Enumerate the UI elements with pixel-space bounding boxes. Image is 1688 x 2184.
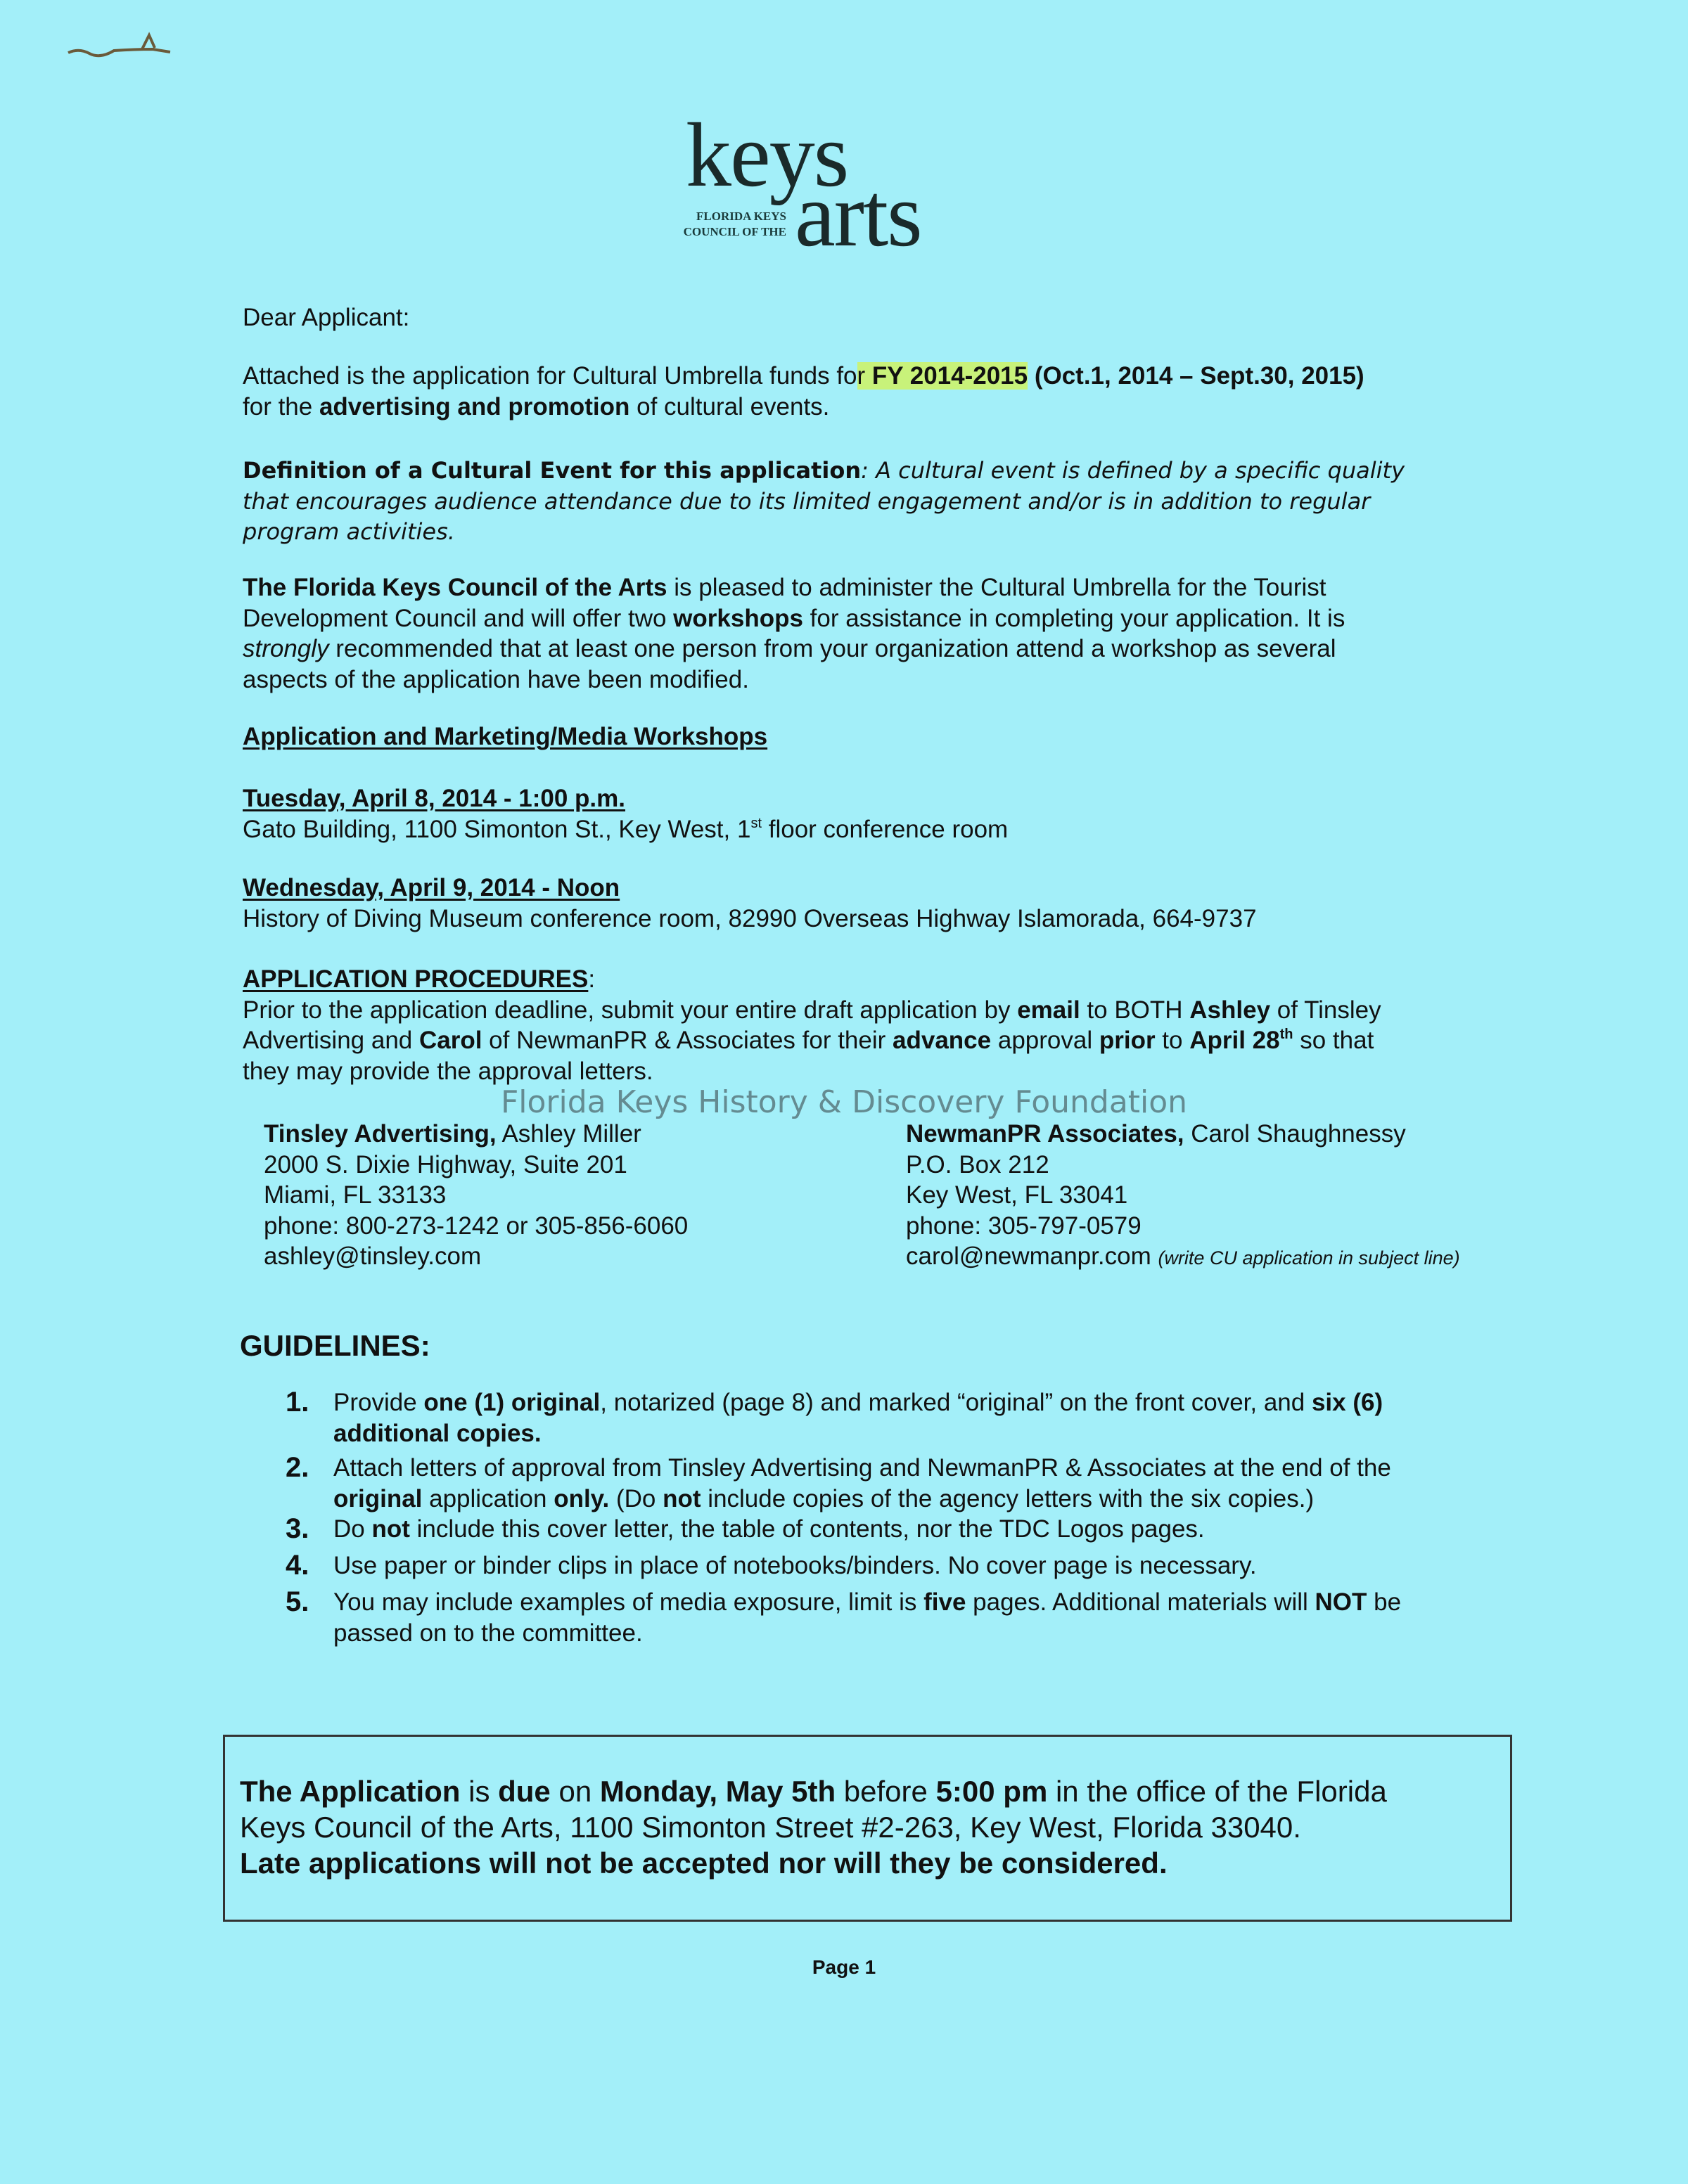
text-line — [333, 1514, 1205, 1545]
text-run: recommended that at least one person from your organization attend a workshop as several — [328, 635, 1336, 662]
definition-paragraph — [243, 456, 1405, 548]
text-run: ashley@tinsley.com — [264, 1242, 482, 1270]
text-line — [240, 1773, 1387, 1809]
text-line — [243, 634, 1345, 664]
text-run: Dear Applicant: — [243, 304, 410, 331]
text-run: on — [550, 1775, 600, 1808]
text-run: strongly — [243, 635, 329, 662]
text-run: You may include examples of media exposure, limit is — [333, 1588, 924, 1616]
text-run: 5:00 pm — [935, 1775, 1048, 1808]
text-run: not — [371, 1515, 410, 1543]
text-line — [333, 1418, 1383, 1449]
text-line — [243, 995, 1381, 1026]
logo-line1: FLORIDA KEYS — [696, 210, 786, 223]
text-run: History of Diving Museum conference room, 82990 Overseas Highway Islamorada, 664-9737 — [243, 904, 1257, 932]
text-run: for the — [243, 392, 319, 420]
guideline-item — [333, 1550, 1257, 1581]
council-paragraph — [243, 572, 1345, 695]
logo-subtitle — [684, 209, 786, 240]
text-run: one (1) original — [423, 1389, 601, 1416]
text-line — [333, 1484, 1391, 1515]
text-run: five — [923, 1588, 966, 1616]
text-run: advertising and promotion — [319, 392, 630, 420]
text-run: FY 2014-2015 — [871, 362, 1028, 390]
text-run: Do — [333, 1515, 372, 1543]
text-line — [264, 1180, 688, 1211]
guideline-item — [333, 1387, 1383, 1448]
guideline-item — [333, 1514, 1205, 1545]
text-run: r — [857, 362, 872, 390]
text-line — [240, 1845, 1387, 1881]
text-run: Carol — [418, 1027, 482, 1054]
text-run: prior — [1099, 1027, 1156, 1054]
contact-tinsley — [264, 1119, 688, 1272]
text-line — [333, 1618, 1401, 1649]
text-run: of cultural events. — [629, 392, 830, 420]
text-run: workshops — [673, 604, 803, 632]
text-line — [906, 1211, 1460, 1242]
text-run: Application and Marketing/Media Workshops — [243, 723, 768, 750]
text-run: to BOTH — [1080, 996, 1190, 1024]
text-line — [243, 603, 1345, 634]
text-line — [264, 1150, 688, 1181]
text-run: Attach letters of approval from Tinsley Advertising and NewmanPR & Associates at the end of the — [333, 1454, 1391, 1482]
guideline-number: 1. — [286, 1387, 309, 1418]
handwritten-mark — [65, 28, 184, 60]
text-line — [240, 1809, 1387, 1845]
text-line — [240, 1330, 430, 1361]
text-run: so that — [1293, 1027, 1374, 1054]
text-run: Page 1 — [812, 1956, 876, 1978]
logo-arts: arts — [795, 165, 921, 266]
text-line — [243, 783, 1008, 814]
workshops-heading — [243, 721, 767, 752]
text-run: Advertising and — [243, 1027, 419, 1054]
page-number — [0, 1952, 1688, 1983]
text-run: advance — [893, 1027, 992, 1054]
text-run: floor conference room — [762, 815, 1009, 843]
text-run: Late applications will not be accepted nor will they be considered. — [240, 1846, 1168, 1880]
text-run: application — [422, 1484, 554, 1512]
text-run: , notarized (page 8) and marked “original” on the front cover, and — [600, 1389, 1312, 1416]
text-line — [243, 456, 1405, 487]
text-run: Monday, May 5th — [599, 1775, 836, 1808]
intro-paragraph — [243, 361, 1364, 422]
text-run: not — [663, 1484, 701, 1512]
text-run: carol@newmanpr.com — [906, 1242, 1158, 1270]
text-run: April 28 — [1189, 1027, 1280, 1054]
watermark: Florida Keys History & Discovery Foundation — [500, 1084, 1188, 1120]
text-run: only. — [554, 1484, 610, 1512]
text-run: additional copies. — [333, 1419, 542, 1447]
text-line — [333, 1453, 1391, 1484]
text-run: Tuesday, April 8, 2014 - 1:00 p.m. — [243, 785, 626, 812]
text-run: The Florida Keys Council of the Arts — [243, 574, 667, 601]
deadline-notice — [240, 1773, 1387, 1881]
text-run: Wednesday, April 9, 2014 - Noon — [243, 874, 620, 901]
guideline-number: 5. — [286, 1586, 309, 1617]
text-line — [243, 1025, 1381, 1056]
application-procedures — [243, 964, 1381, 1086]
text-run: Key West, FL 33041 — [906, 1181, 1128, 1209]
text-run: to — [1155, 1027, 1190, 1054]
text-line — [264, 1241, 688, 1272]
text-run: Keys Council of the Arts, 1100 Simonton Street #2-263, Key West, Florida 33040. — [240, 1811, 1301, 1844]
text-run: is — [460, 1775, 499, 1808]
text-line — [243, 964, 1381, 995]
guideline-item — [333, 1587, 1401, 1648]
text-run: original — [333, 1484, 423, 1512]
text-run: Development Council and will offer two — [243, 604, 674, 632]
workshop-wednesday — [243, 873, 1257, 934]
text-line — [243, 392, 1364, 423]
guidelines-title — [240, 1330, 430, 1361]
text-run: 2000 S. Dixie Highway, Suite 201 — [264, 1150, 627, 1178]
text-run: Gato Building, 1100 Simonton St., Key West, 1 — [243, 815, 751, 843]
text-run: th — [1279, 1027, 1293, 1042]
text-run: pages. Additional materials will — [966, 1588, 1315, 1616]
text-run: Use paper or binder clips in place of notebooks/binders. No cover page is necessary. — [333, 1552, 1257, 1579]
text-line — [906, 1119, 1460, 1150]
text-run: in the office of the Florida — [1047, 1775, 1387, 1808]
text-line — [264, 1211, 688, 1242]
text-run: approval — [991, 1027, 1099, 1054]
text-run: Ashley Miller — [496, 1120, 641, 1148]
text-run: Ashley — [1189, 996, 1271, 1024]
text-run: aspects of the application have been modified. — [243, 665, 749, 693]
guideline-number: 2. — [286, 1452, 309, 1483]
text-run: (write CU application in subject line) — [1158, 1247, 1460, 1268]
text-line — [243, 721, 767, 752]
text-run: Carol Shaughnessy — [1184, 1120, 1406, 1148]
text-run: program activities. — [243, 518, 455, 545]
text-line — [243, 904, 1257, 934]
text-line — [243, 873, 1257, 904]
text-run: phone: 800-273-1242 or 305-856-6060 — [264, 1212, 689, 1240]
text-run: : — [588, 965, 596, 993]
text-run: six (6) — [1311, 1389, 1383, 1416]
text-line — [906, 1180, 1460, 1211]
text-run: of Tinsley — [1270, 996, 1381, 1024]
text-run: Definition of a Cultural Event for this application — [243, 457, 862, 484]
text-line — [333, 1387, 1383, 1418]
text-run: NewmanPR Associates, — [906, 1120, 1184, 1148]
text-run: of NewmanPR & Associates for their — [482, 1027, 893, 1054]
text-run: before — [836, 1775, 936, 1808]
text-line — [243, 517, 1405, 548]
text-line — [243, 664, 1345, 695]
guideline-item — [333, 1453, 1391, 1514]
text-line — [243, 1056, 1381, 1087]
guideline-number: 3. — [286, 1513, 309, 1544]
text-line — [243, 572, 1345, 603]
workshop-tuesday — [243, 783, 1008, 844]
text-line — [243, 487, 1405, 518]
text-run: be — [1367, 1588, 1402, 1616]
text-run: : A cultural event is defined by a specific quality — [861, 457, 1405, 484]
text-line — [333, 1587, 1401, 1618]
text-run: (Oct.1, 2014 – Sept.30, 2015) — [1028, 362, 1364, 390]
text-line — [243, 814, 1008, 845]
text-run: for assistance in completing your application. It is — [803, 604, 1345, 632]
text-run: include copies of the agency letters with the six copies.) — [701, 1484, 1315, 1512]
logo-line2: COUNCIL OF THE — [683, 225, 786, 238]
text-run: passed on to the committee. — [333, 1619, 643, 1647]
text-run: APPLICATION PROCEDURES — [243, 965, 589, 993]
text-run: P.O. Box 212 — [906, 1150, 1049, 1178]
text-line — [333, 1550, 1257, 1581]
text-line — [0, 1952, 1688, 1983]
text-run: phone: 305-797-0579 — [906, 1212, 1142, 1240]
text-line — [906, 1150, 1460, 1181]
text-run: (Do — [609, 1484, 663, 1512]
text-run: Provide — [333, 1389, 424, 1416]
text-run: they may provide the approval letters. — [243, 1057, 653, 1085]
text-run: is pleased to administer the Cultural Umbrella for the Tourist — [667, 574, 1326, 601]
logo-keys: keys — [686, 105, 848, 206]
text-run: Prior to the application deadline, submit your entire draft application by — [243, 996, 1018, 1024]
salutation — [243, 302, 409, 333]
text-run: GUIDELINES: — [240, 1329, 430, 1362]
text-run: include this cover letter, the table of contents, nor the TDC Logos pages. — [409, 1515, 1205, 1543]
text-run: Miami, FL 33133 — [264, 1181, 447, 1209]
text-line — [243, 361, 1364, 392]
text-run: st — [750, 815, 762, 831]
text-run: email — [1017, 996, 1080, 1024]
text-run: The Application — [240, 1775, 461, 1808]
text-run: due — [498, 1775, 551, 1808]
text-line — [264, 1119, 688, 1150]
guideline-number: 4. — [286, 1550, 309, 1581]
text-run: NOT — [1315, 1588, 1367, 1616]
text-line — [906, 1241, 1460, 1274]
text-line — [243, 302, 409, 333]
text-run: Tinsley Advertising, — [264, 1120, 497, 1148]
text-run: Attached is the application for Cultural Umbrella funds fo — [243, 362, 857, 390]
text-run: that encourages audience attendance due to its limited engagement and/or is in addition to regular — [243, 487, 1371, 515]
contact-newmanpr — [906, 1119, 1460, 1274]
